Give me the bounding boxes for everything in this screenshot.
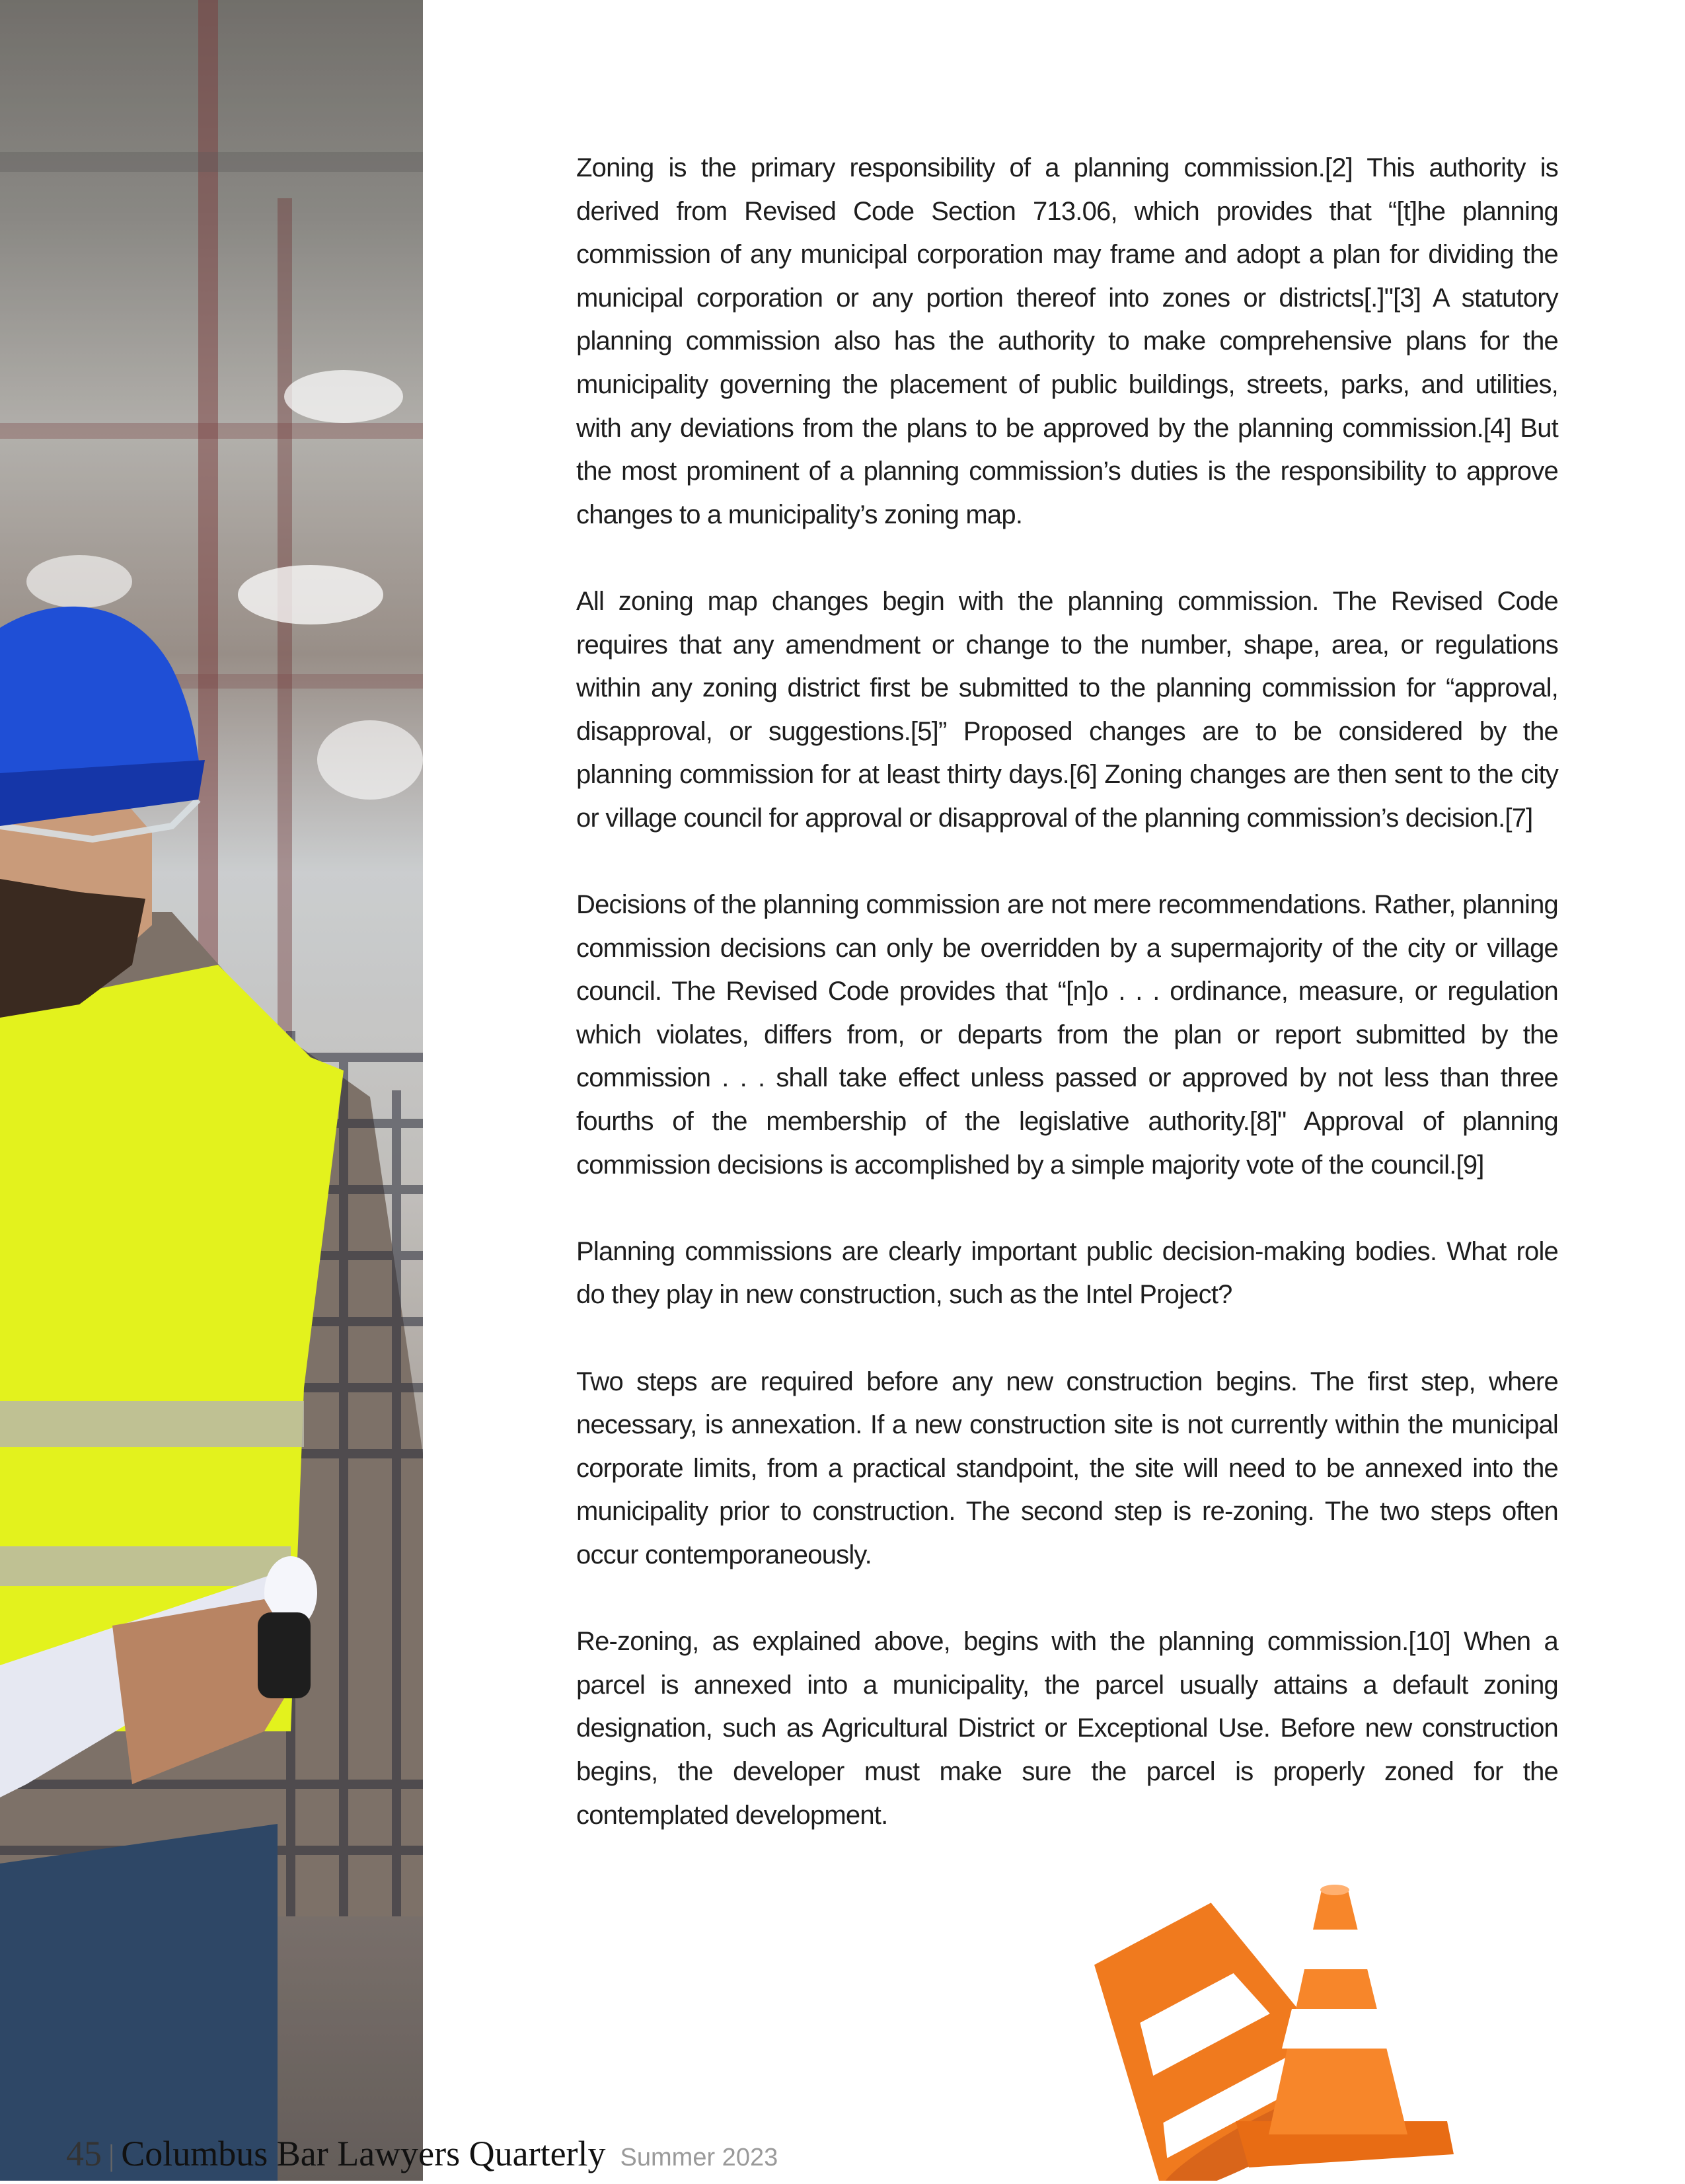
traffic-cones-illustration: [1057, 1877, 1454, 2184]
footer-separator: |: [108, 2138, 115, 2172]
worker-illustration: [0, 0, 423, 2181]
publication-title: Columbus Bar Lawyers Quarterly: [121, 2134, 606, 2173]
article-body: [576, 147, 1558, 1881]
paragraph: Planning commissions are clearly important public decision-making bodies. What role do they play in new construction, such as the Intel Project?: [576, 1236, 1558, 1310]
paragraph: Decisions of the planning commission are not mere recommendations. Rather, planning commission decisions can only be overridden by a supermajority of the city or village council. The Revised Code provides that “[n]o . . . ordinance, measure, or regulation which violates, differs from, or departs from the plan or report submitted by the commission . . . shall take effect unless passed or approved by not less than three fourths of the membership of the legislative authority.[8]" Approval of planning commission decisions is accomplished by a simple majority vote of the council.[9]: [576, 890, 1558, 1180]
paragraph: Zoning is the primary responsibility of a planning commission.[2] This authority is derived from Revised Code Section 713.06, which provides that “[t]he planning commission of any municipal corporation may frame and adopt a plan for dividing the municipal corporation or any portion thereof into zones or districts[.]"[3] A statutory planning commission also has the authority to make comprehensive plans for the municipality governing the placement of public buildings, streets, parks, and utilities, with any deviations from the plans to be approved by the planning commission.[4] But the most prominent of a planning commission’s duties is the responsibility to approve changes to a municipality’s zoning map.: [576, 153, 1558, 529]
issue-date: Summer 2023: [620, 2144, 778, 2171]
paragraph: Two steps are required before any new construction begins. The first step, where necessary, is annexation. If a new construction site is not currently within the municipal corporate limits, from a practical standpoint, the site will need to be annexed into the municipality prior to construction. The second step is re-zoning. The two steps often occur contemporaneously.: [576, 1367, 1558, 1569]
page-number: 45: [66, 2134, 102, 2173]
traffic-cone-icon: [1057, 1877, 1454, 2181]
paragraph: All zoning map changes begin with the planning commission. The Revised Code requires that any amendment or change to the number, shape, area, or regulations within any zoning district first be submitted to the planning commission for “approval, disapproval, or suggestions.[5]” Proposed changes are to be considered by the planning commission for at least thirty days.[6] Zoning changes are then sent to the city or village council for approval or disapproval of the planning commission’s decision.[7]: [576, 586, 1558, 833]
page-footer: [66, 2133, 778, 2179]
construction-worker-photo: [0, 0, 423, 2181]
paragraph: Re-zoning, as explained above, begins with the planning commission.[10] When a parcel is annexed into a municipality, the parcel usually attains a default zoning designation, such as Agricultural District or Exceptional Use. Before new construction begins, the developer must make sure the parcel is properly zoned for the contemplated development.: [576, 1627, 1558, 1830]
